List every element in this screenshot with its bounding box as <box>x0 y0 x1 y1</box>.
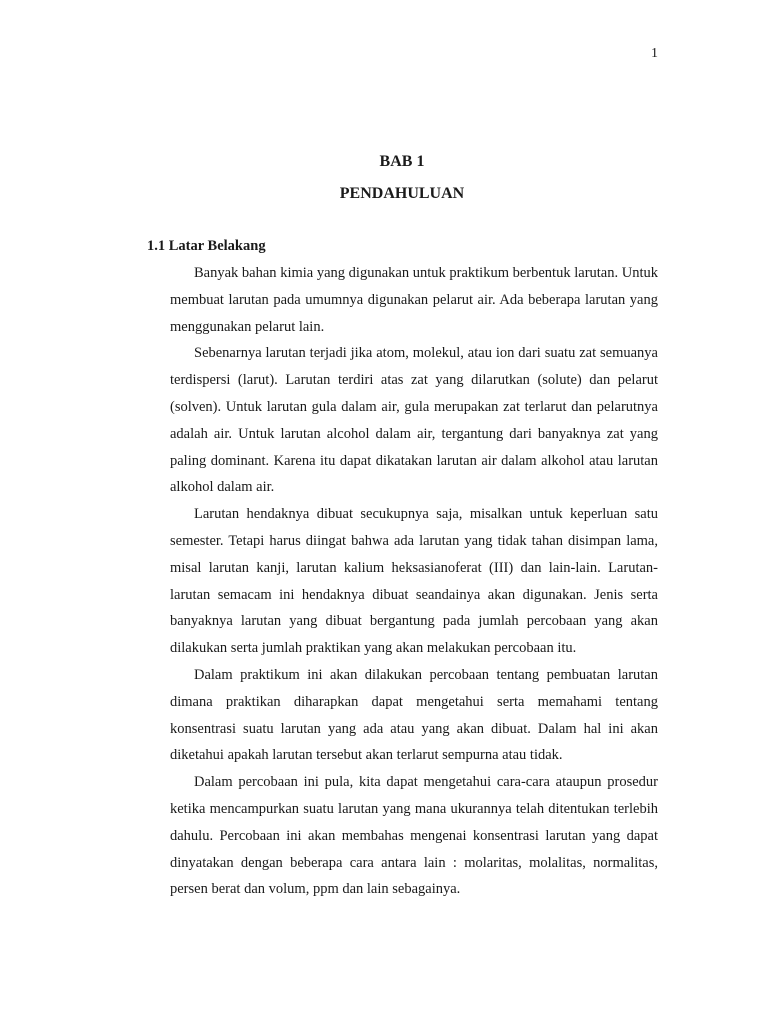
section-body <box>170 260 658 903</box>
paragraph: Dalam praktikum ini akan dilakukan percobaan tentang pembuatan larutan dimana praktikan diharapkan dapat mengetahui serta memahami tentang konsentrasi suatu larutan yang ada atau yang akan dibuat. Dalam hal ini akan diketahui apakah larutan tersebut akan terlarut sempurna atau tidak. <box>170 666 658 764</box>
paragraph: Sebenarnya larutan terjadi jika atom, molekul, atau ion dari suatu zat semuanya terdispersi (larut). Larutan terdiri atas zat yang dilarutkan (solute) dan pelarut (solven). Untuk larutan gula dalam air, gula merupakan zat terlarut dan pelarutnya adalah air. Untuk larutan alcohol dalam air, tergantung dari banyaknya zat yang paling dominant. Karena itu dapat dikatakan larutan air dalam alkohol atau larutan alkohol dalam air. <box>170 345 658 496</box>
chapter-heading <box>0 146 768 210</box>
paragraph: Banyak bahan kimia yang digunakan untuk praktikum berbentuk larutan. Untuk membuat larutan pada umumnya digunakan pelarut air. Ada beberapa larutan yang menggunakan pelarut lain. <box>170 265 658 335</box>
chapter-title: PENDAHULUAN <box>339 185 465 202</box>
chapter-label: BAB 1 <box>379 153 425 170</box>
paragraph: Dalam percobaan ini pula, kita dapat mengetahui cara-cara ataupun prosedur ketika mencampurkan suatu larutan yang mana ukurannya telah ditentukan terlebih dahulu. Percobaan ini akan membahas mengenai konsentrasi larutan yang dapat dinyatakan dengan beberapa cara antara lain : molaritas, molalitas, normalitas, persen berat dan volum, ppm dan lain sebagainya. <box>170 774 658 898</box>
paragraph: Larutan hendaknya dibuat secukupnya saja, misalkan untuk keperluan satu semester. Tetapi harus diingat bahwa ada larutan yang tidak tahan disimpan lama, misal larutan kanji, larutan kalium heksasianoferat (III) dan lain-lain. Larutan-larutan semacam ini hendaknya dibuat seandainya akan digunakan. Jenis serta banyaknya larutan yang dibuat bergantung pada jumlah percobaan yang akan dilakukan serta jumlah praktikan yang akan melakukan percobaan itu. <box>170 506 658 657</box>
section-heading: 1.1 Latar Belakang <box>147 238 266 254</box>
page-number: 1 <box>651 46 658 61</box>
